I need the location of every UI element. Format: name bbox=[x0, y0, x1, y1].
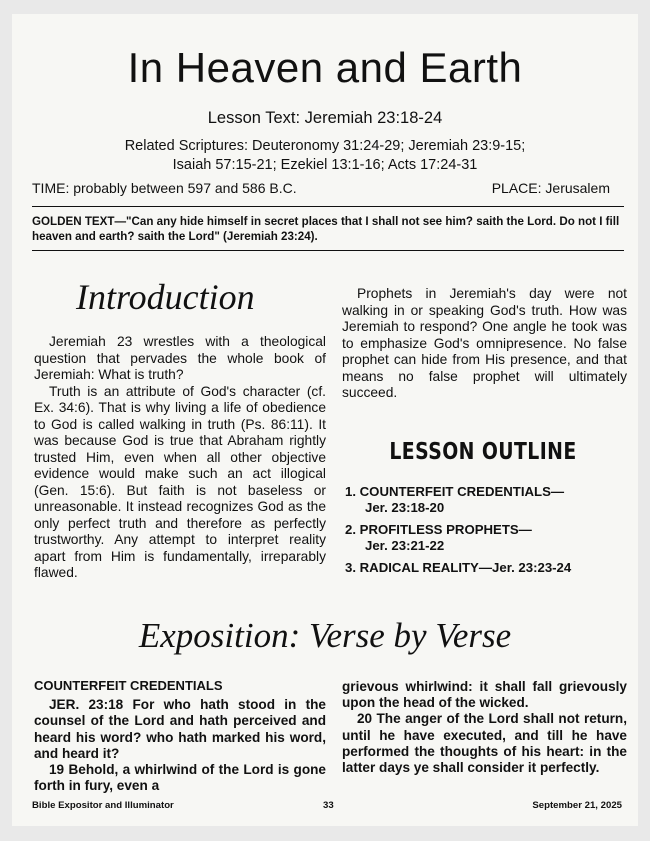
exposition-subheading: COUNTERFEIT CREDENTIALS bbox=[34, 678, 223, 693]
outline-item bbox=[345, 484, 627, 516]
page-number: 33 bbox=[323, 800, 334, 811]
introduction-left-column bbox=[34, 334, 326, 582]
lesson-page bbox=[12, 14, 638, 826]
golden-text: GOLDEN TEXT—"Can any hide himself in secret places that I shall not see him? saith the Lord. Do not I fill heaven and earth? saith the Lord" (Jeremiah 23:24). bbox=[32, 215, 620, 243]
intro-paragraph: Prophets in Jeremiah's day were not walking in or speaking God's truth. How was Jeremiah to respond? One angle he took was to emphasize God's omnipresence. No false prophet can hide from His presence, and that means no false prophet will ultimately succeed. bbox=[342, 286, 627, 400]
time-label: TIME: probably between 597 and 586 B.C. bbox=[32, 180, 297, 196]
introduction-heading: Introduction bbox=[76, 277, 255, 317]
related-scriptures bbox=[12, 137, 638, 175]
intro-paragraph: Jeremiah 23 wrestles with a theological question that pervades the whole book of Jeremiah: What is truth? bbox=[34, 334, 326, 382]
related-scriptures-line: Related Scriptures: Deuteronomy 31:24-29; Jeremiah 23:9-15; bbox=[124, 138, 526, 154]
introduction-right-column bbox=[342, 286, 627, 402]
divider bbox=[32, 206, 624, 207]
outline-item-ref: Jer. 23:21-22 bbox=[365, 538, 445, 553]
outline-item-label: 2. PROFITLESS PROPHETS— bbox=[345, 522, 532, 537]
exposition-heading: Exposition: Verse by Verse bbox=[138, 616, 512, 655]
related-scriptures-line: Isaiah 57:15-21; Ezekiel 13:1-16; Acts 17:24-31 bbox=[172, 157, 478, 173]
outline-item-ref: Jer. 23:18-20 bbox=[365, 500, 445, 515]
scripture-verse: JER. 23:18 For who hath stood in the counsel of the Lord and hath perceived and heard his word? who hath marked his word, and heard it? bbox=[34, 697, 326, 761]
scripture-verse: 20 The anger of the Lord shall not return, until he have executed, and till he have performed the thoughts of his heart: in the latter days ye shall consider it perfectly. bbox=[342, 711, 627, 776]
outline-item bbox=[345, 522, 627, 554]
time-place-row bbox=[32, 180, 624, 196]
divider bbox=[32, 250, 624, 251]
issue-date: September 21, 2025 bbox=[532, 800, 622, 811]
outline-item-label: 3. RADICAL REALITY—Jer. 23:23-24 bbox=[345, 560, 572, 575]
lesson-text: Lesson Text: Jeremiah 23:18-24 bbox=[207, 109, 443, 127]
place-label: PLACE: Jerusalem bbox=[491, 180, 610, 196]
page-title: In Heaven and Earth bbox=[127, 44, 523, 91]
intro-paragraph: Truth is an attribute of God's character (cf. Ex. 34:6). That is why living a life of obedience to God is called walking in truth (Ps. 86:11). It was because God is true that Abraham rightly trusted Him, even when all other objective evidence would make such an act illogical (Gen. 15:6). But faith is not baseless or unreasonable. It instead recognizes God as the only perfect truth and therefore as perfectly trustworthy. Any attempt to interpret reality apart from Him is fundamentally, irreparably flawed. bbox=[34, 383, 326, 580]
scripture-verse-continued: grievous whirlwind: it shall fall grievously upon the head of the wicked. bbox=[342, 679, 627, 711]
exposition-left-column bbox=[34, 678, 326, 794]
scripture-verse: 19 Behold, a whirlwind of the Lord is gone forth in fury, even a bbox=[34, 762, 326, 794]
exposition-right-column bbox=[342, 679, 627, 776]
outline-item-label: 1. COUNTERFEIT CREDENTIALS— bbox=[345, 484, 565, 499]
lesson-outline bbox=[345, 484, 627, 582]
publication-name: Bible Expositor and Illuminator bbox=[32, 800, 174, 811]
lesson-outline-heading: LESSON OUTLINE bbox=[389, 439, 577, 465]
outline-item bbox=[345, 560, 627, 576]
page-footer bbox=[32, 800, 622, 811]
